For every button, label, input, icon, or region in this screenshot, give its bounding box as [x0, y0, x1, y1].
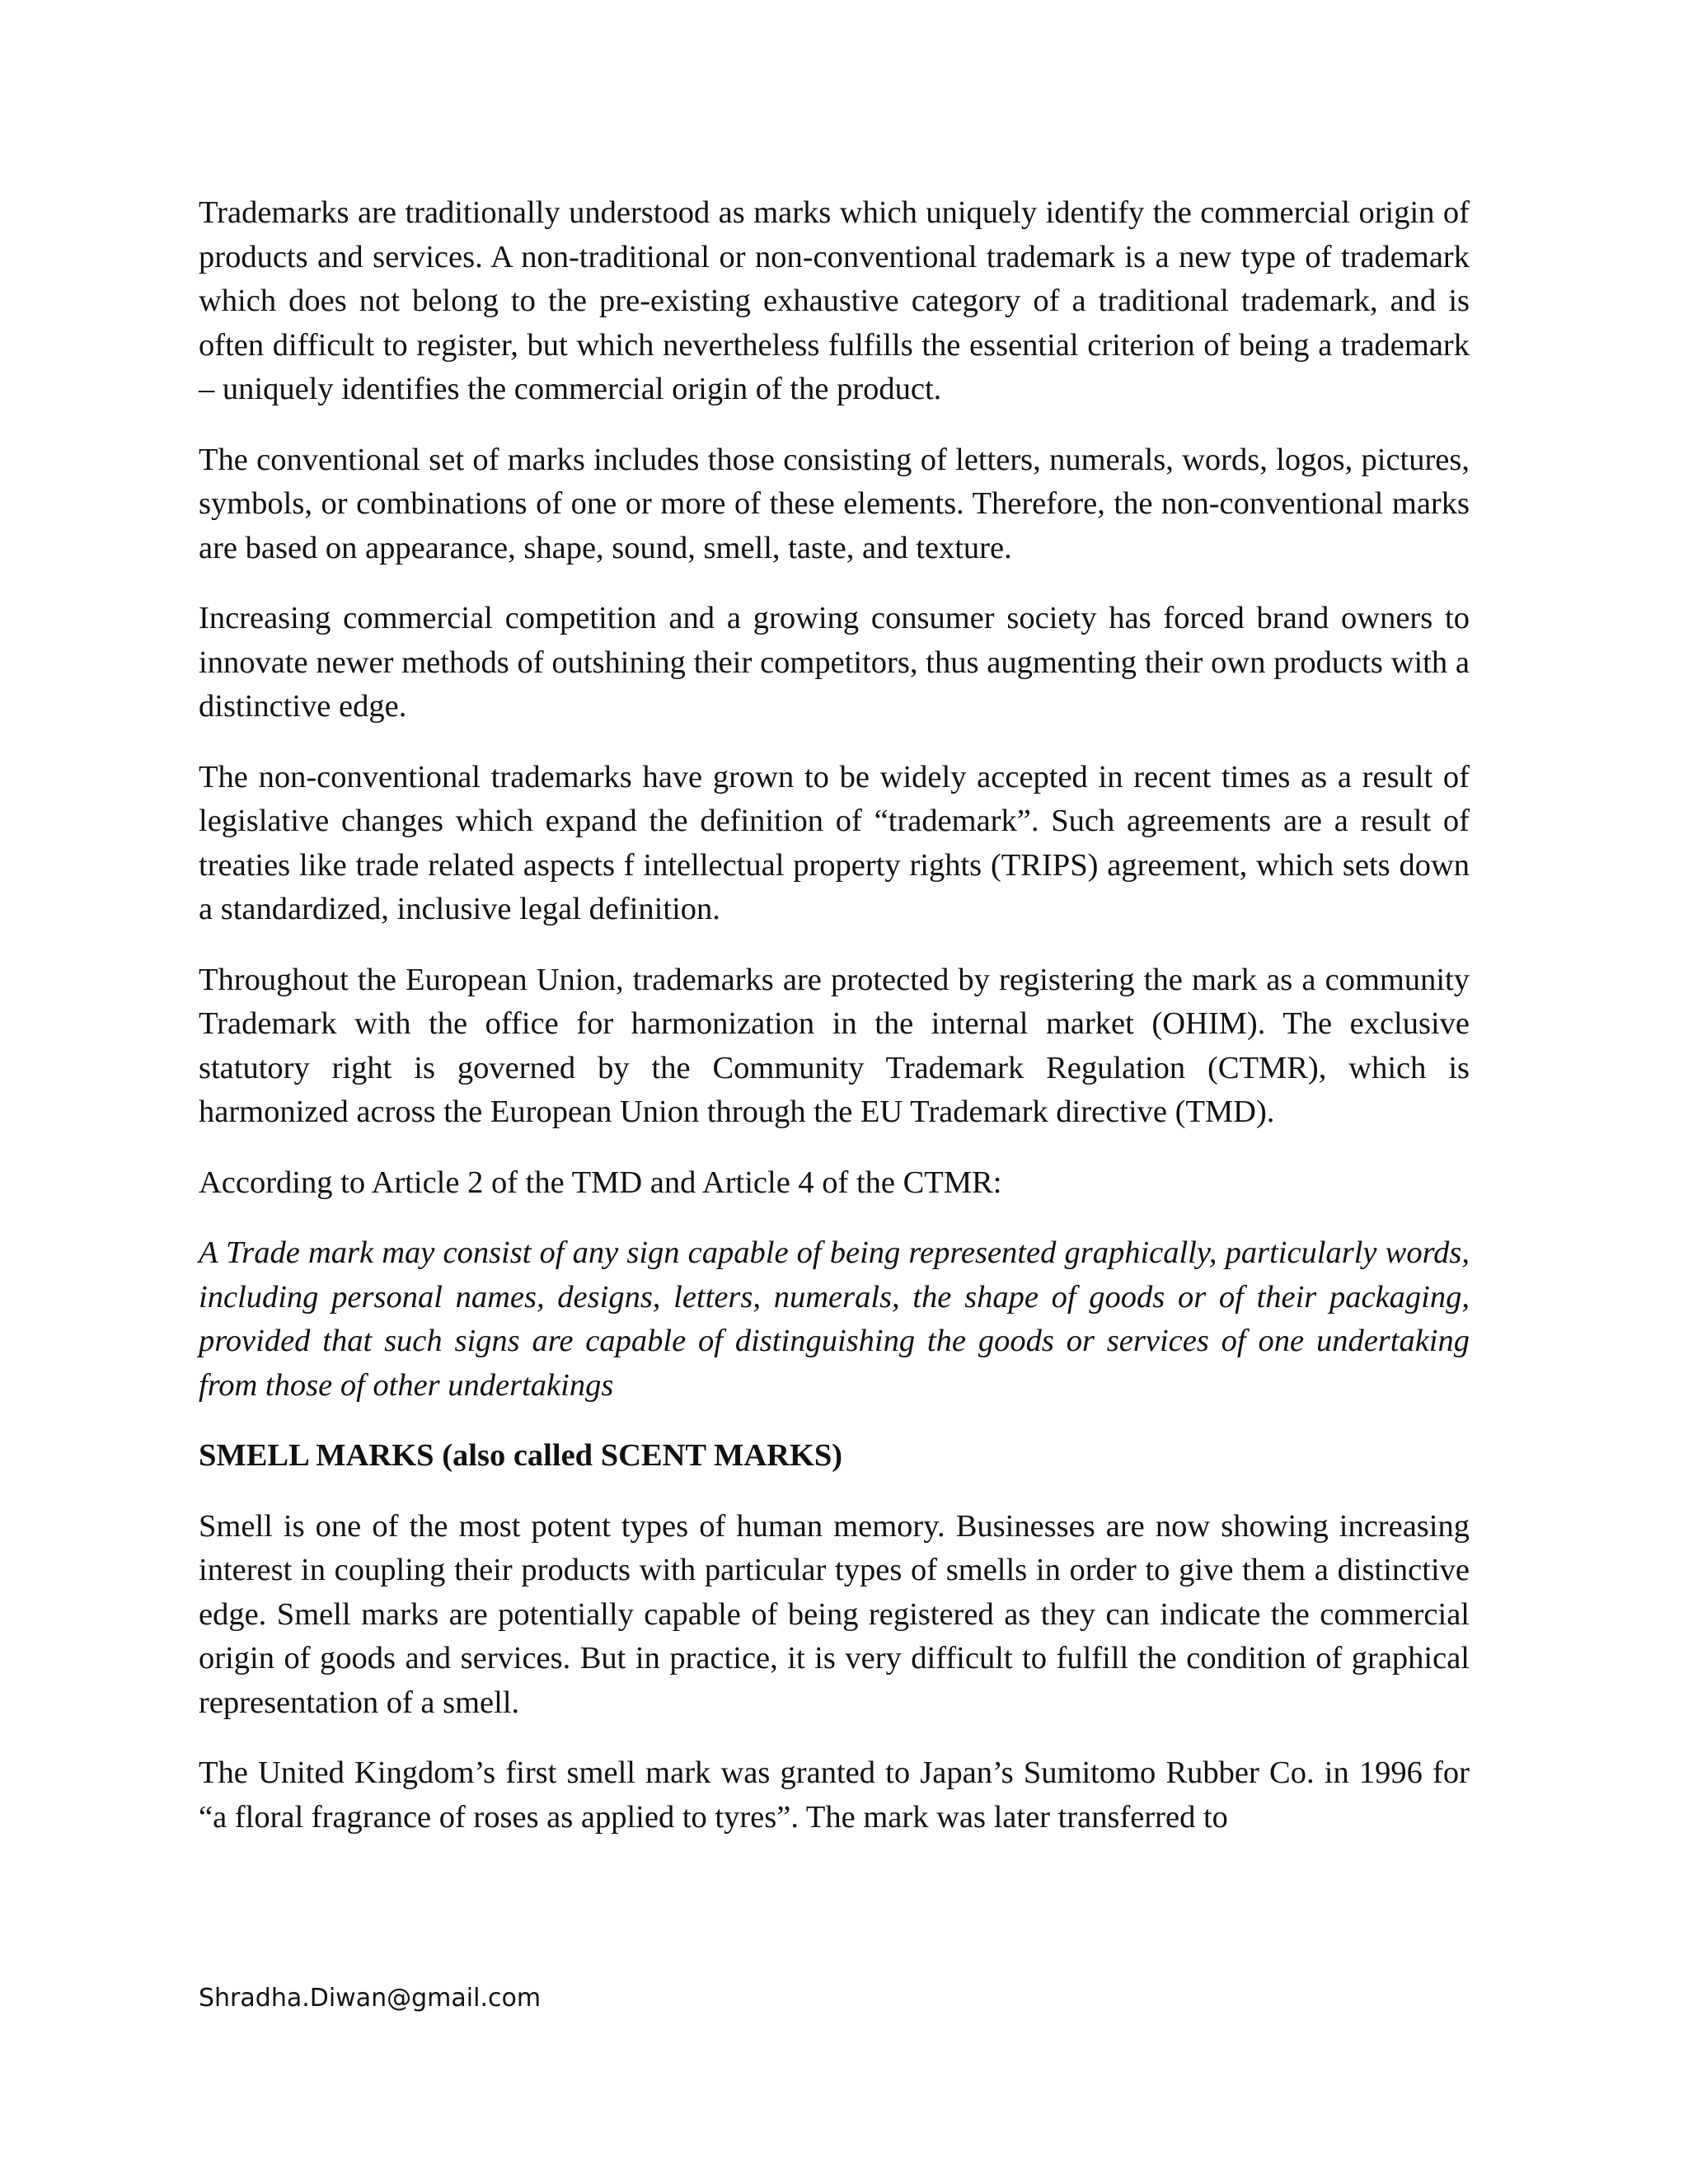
paragraph-article-reference: According to Article 2 of the TMD and Article 4 of the CTMR:	[199, 1165, 1002, 1200]
paragraph-smell-memory: Smell is one of the most potent types of human memory. Businesses are now showing increasing interest in coupling their products with particular types of smells in order to give them a distinctive edge. Smell marks are potentially capable of being registered as they can indicate the commercial origin of goods and services. But in practice, it is very difficult to fulfill the condition of graphical representation of a smell.	[199, 1508, 1470, 1720]
paragraph-uk-smell-mark: The United Kingdom’s first smell mark was granted to Japan’s Sumitomo Rubber Co. in 1996 for “a floral fragrance of roses as applied to tyres”. The mark was later transferred to	[199, 1755, 1470, 1835]
footer-email: Shradha.Diwan@gmail.com	[199, 1984, 542, 2013]
paragraph-trademark-definition: Trademarks are traditionally understood as marks which uniquely identify the commercial origin of products and services. A non-traditional or non-conventional trademark is a new type of trademark which does not belong to the pre-existing exhaustive category of a traditional trademark, and is often difficult to register, but which nevertheless fulfills the essential criterion of being a trademark – uniquely identifies the commercial origin of the product.	[199, 195, 1470, 406]
paragraph-european-union: Throughout the European Union, trademarks are protected by registering the mark as a community Trademark with the office for harmonization in the internal market (OHIM). The exclusive statutory right is governed by the Community Trademark Regulation (CTMR), which is harmonized across the European Union through the EU Trademark directive (TMD).	[199, 962, 1470, 1129]
quoted-definition: A Trade mark may consist of any sign capable of being represented graphically, particularly words, including personal names, designs, letters, numerals, the shape of goods or of their packaging, provided that such signs are capable of distinguishing the goods or services of one undertaking from those of other undertakings	[199, 1235, 1470, 1403]
section-heading-smell-marks: SMELL MARKS (also called SCENT MARKS)	[199, 1438, 843, 1473]
paragraph-conventional-marks: The conventional set of marks includes those consisting of letters, numerals, words, logos, pictures, symbols, or combinations of one or more of these elements. Therefore, the non-conventional marks are based on appearance, shape, sound, smell, taste, and texture.	[199, 442, 1470, 565]
document-body	[199, 191, 1470, 1840]
paragraph-commercial-competition: Increasing commercial competition and a growing consumer society has forced brand owners to innovate newer methods of outshining their competitors, thus augmenting their own products with a distinctive edge.	[199, 601, 1470, 724]
paragraph-legislative-changes: The non-conventional trademarks have grown to be widely accepted in recent times as a result of legislative changes which expand the definition of “trademark”. Such agreements are a result of treaties like trade related aspects f intellectual property rights (TRIPS) agreement, which sets down a standardized, inclusive legal definition.	[199, 759, 1470, 926]
